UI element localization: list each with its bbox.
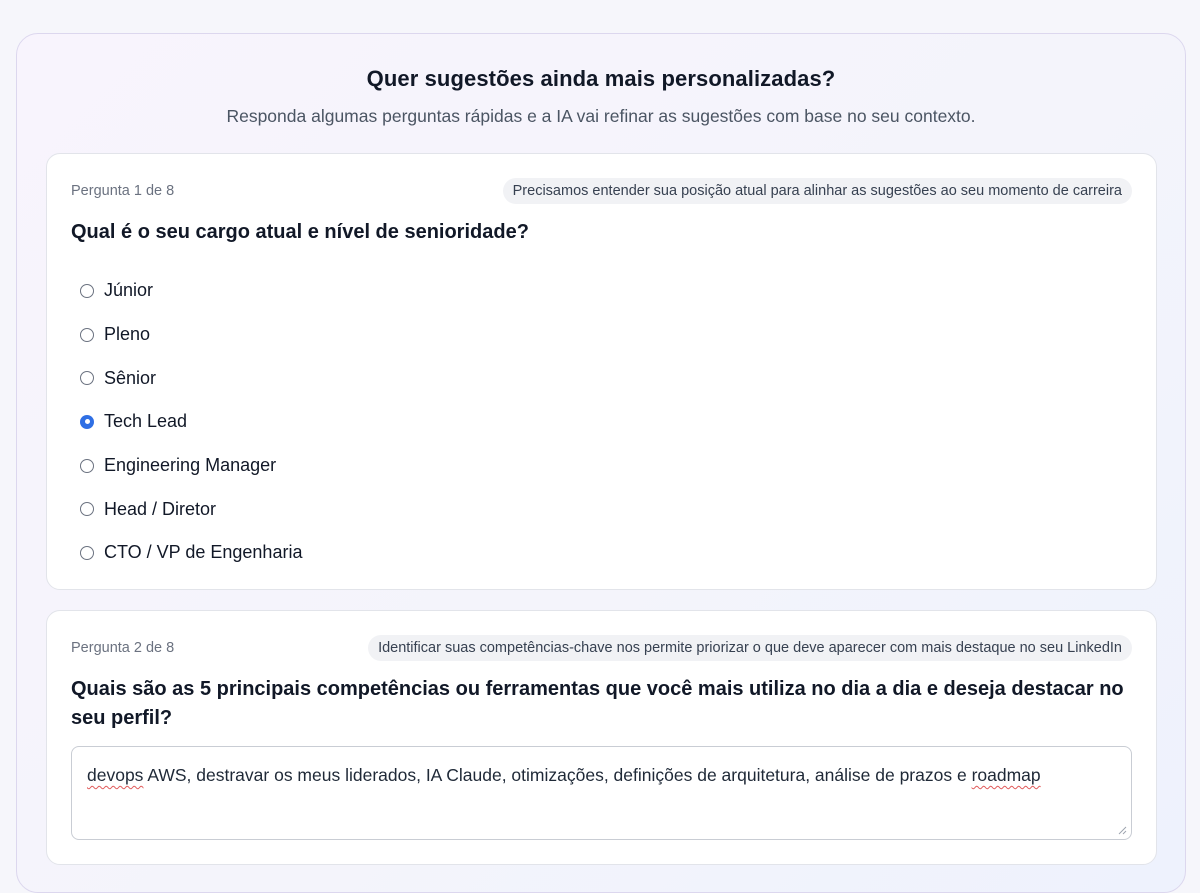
option-engineering-manager[interactable] [80,444,302,488]
seniority-radio-group [80,269,302,575]
competencies-textarea[interactable] [71,746,1132,840]
radio-button[interactable] [80,328,94,342]
question-text: Qual é o seu cargo atual e nível de senioridade? [71,221,529,243]
resize-handle-icon[interactable] [1117,825,1127,835]
option-label: Engineering Manager [104,455,277,476]
answer-text-part: roadmap [971,765,1041,785]
question-card-2 [46,610,1157,865]
radio-button[interactable] [80,546,94,560]
radio-button-checked[interactable] [80,415,94,429]
option-label: Júnior [104,280,154,301]
option-pleno[interactable] [80,313,302,357]
personalization-panel [16,33,1186,893]
question-hint-badge: Identificar suas competências-chave nos permite priorizar o que deve aparecer com mais destaque no seu LinkedIn [368,635,1132,661]
radio-button[interactable] [80,502,94,516]
radio-button[interactable] [80,459,94,473]
option-label: Sênior [104,367,157,388]
option-label: Tech Lead [104,411,188,432]
question-meta [71,178,1132,204]
answer-text-part: devops [87,765,144,785]
panel-header [17,34,1185,127]
option-label: Head / Diretor [104,498,217,519]
option-head-diretor[interactable] [80,487,302,531]
radio-button[interactable] [80,371,94,385]
question-counter: Pergunta 1 de 8 [71,183,175,199]
option-label: CTO / VP de Engenharia [104,542,303,563]
question-meta [71,635,1132,661]
question-text: Quais são as 5 principais competências ou ferramentas que você mais utiliza no dia a dia e deseja destacar no seu perfil? [71,678,1124,729]
panel-title: Quer sugestões ainda mais personalizadas? [366,66,836,91]
question-hint-badge: Precisamos entender sua posição atual para alinhar as sugestões ao seu momento de carreira [503,178,1132,204]
option-label: Pleno [104,324,151,345]
radio-button[interactable] [80,284,94,298]
answer-text-part: AWS, destravar os meus liderados, IA Claude, otimizações, definições de arquitetura, análise de prazos e [143,765,972,785]
option-junior[interactable] [80,269,302,313]
option-tech-lead[interactable] [80,400,302,444]
option-senior[interactable] [80,356,302,400]
panel-subtitle: Responda algumas perguntas rápidas e a IA vai refinar as sugestões com base no seu contexto. [226,106,976,126]
question-card-1 [46,153,1157,590]
option-cto-vp[interactable] [80,531,302,575]
question-counter: Pergunta 2 de 8 [71,640,175,656]
